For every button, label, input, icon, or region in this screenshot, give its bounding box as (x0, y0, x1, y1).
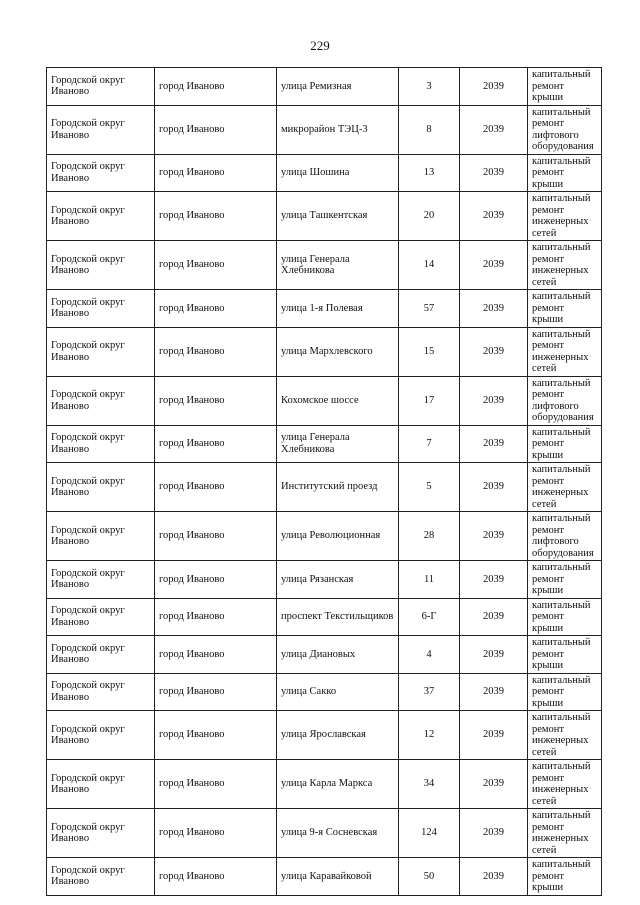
cell-year: 2039 (460, 760, 528, 809)
table-row (47, 68, 602, 106)
cell-house-number: 14 (399, 241, 460, 290)
table-row (47, 327, 602, 376)
cell-house-number: 17 (399, 376, 460, 425)
cell-city: город Иваново (155, 512, 277, 561)
cell-district: Городской округ Иваново (47, 68, 155, 106)
cell-district: Городской округ Иваново (47, 561, 155, 599)
table-row (47, 636, 602, 674)
table-row (47, 760, 602, 809)
cell-district: Городской округ Иваново (47, 636, 155, 674)
cell-house-number: 15 (399, 327, 460, 376)
cell-year: 2039 (460, 241, 528, 290)
cell-house-number: 34 (399, 760, 460, 809)
cell-work-type: капитальный ремонт крыши (528, 561, 602, 599)
cell-city: город Иваново (155, 561, 277, 599)
cell-year: 2039 (460, 192, 528, 241)
cell-street: микрорайон ТЭЦ-3 (277, 105, 399, 154)
cell-city: город Иваново (155, 192, 277, 241)
repair-schedule-table (46, 67, 602, 896)
cell-work-type: капитальный ремонт крыши (528, 154, 602, 192)
cell-district: Городской округ Иваново (47, 673, 155, 711)
cell-street: улица Мархлевского (277, 327, 399, 376)
cell-work-type: капитальный ремонт лифтового оборудования (528, 105, 602, 154)
cell-city: город Иваново (155, 711, 277, 760)
cell-house-number: 6-Г (399, 598, 460, 636)
cell-city: город Иваново (155, 760, 277, 809)
table-row (47, 192, 602, 241)
cell-street: улица 1-я Полевая (277, 290, 399, 328)
cell-street: улица Сакко (277, 673, 399, 711)
cell-district: Городской округ Иваново (47, 809, 155, 858)
cell-street: улица Ремизная (277, 68, 399, 106)
cell-district: Городской округ Иваново (47, 376, 155, 425)
table-row (47, 290, 602, 328)
cell-street: проспект Текстильщиков (277, 598, 399, 636)
table-row (47, 711, 602, 760)
cell-street: улица Рязанская (277, 561, 399, 599)
cell-work-type: капитальный ремонт крыши (528, 636, 602, 674)
cell-district: Городской округ Иваново (47, 154, 155, 192)
cell-street: улица Генерала Хлебникова (277, 425, 399, 463)
cell-city: город Иваново (155, 636, 277, 674)
cell-district: Городской округ Иваново (47, 760, 155, 809)
cell-street: улица Генерала Хлебникова (277, 241, 399, 290)
cell-street: улица Каравайковой (277, 858, 399, 896)
cell-year: 2039 (460, 376, 528, 425)
cell-house-number: 50 (399, 858, 460, 896)
cell-year: 2039 (460, 463, 528, 512)
table-row (47, 561, 602, 599)
cell-work-type: капитальный ремонт крыши (528, 598, 602, 636)
cell-house-number: 5 (399, 463, 460, 512)
cell-district: Городской округ Иваново (47, 105, 155, 154)
cell-street: улица Ташкентская (277, 192, 399, 241)
cell-year: 2039 (460, 425, 528, 463)
cell-city: город Иваново (155, 598, 277, 636)
cell-district: Городской округ Иваново (47, 192, 155, 241)
cell-year: 2039 (460, 105, 528, 154)
table-row (47, 154, 602, 192)
table-row (47, 376, 602, 425)
cell-house-number: 4 (399, 636, 460, 674)
cell-work-type: капитальный ремонт лифтового оборудования (528, 376, 602, 425)
table-row (47, 809, 602, 858)
cell-street: улица Революционная (277, 512, 399, 561)
cell-house-number: 37 (399, 673, 460, 711)
cell-street: улица Шошина (277, 154, 399, 192)
cell-city: город Иваново (155, 68, 277, 106)
cell-house-number: 12 (399, 711, 460, 760)
cell-year: 2039 (460, 636, 528, 674)
table-row (47, 425, 602, 463)
cell-house-number: 28 (399, 512, 460, 561)
cell-city: город Иваново (155, 241, 277, 290)
cell-house-number: 3 (399, 68, 460, 106)
cell-district: Городской округ Иваново (47, 425, 155, 463)
cell-city: город Иваново (155, 463, 277, 512)
cell-work-type: капитальный ремонт инженерных сетей (528, 809, 602, 858)
cell-district: Городской округ Иваново (47, 512, 155, 561)
cell-house-number: 124 (399, 809, 460, 858)
cell-work-type: капитальный ремонт инженерных сетей (528, 241, 602, 290)
cell-house-number: 13 (399, 154, 460, 192)
cell-district: Городской округ Иваново (47, 463, 155, 512)
table-row (47, 105, 602, 154)
cell-city: город Иваново (155, 376, 277, 425)
table-row (47, 673, 602, 711)
table-row (47, 512, 602, 561)
table-row (47, 598, 602, 636)
cell-year: 2039 (460, 673, 528, 711)
cell-district: Городской округ Иваново (47, 598, 155, 636)
cell-work-type: капитальный ремонт инженерных сетей (528, 463, 602, 512)
cell-work-type: капитальный ремонт крыши (528, 68, 602, 106)
cell-year: 2039 (460, 858, 528, 896)
page-number: 229 (310, 38, 330, 53)
cell-year: 2039 (460, 68, 528, 106)
cell-district: Городской округ Иваново (47, 858, 155, 896)
cell-work-type: капитальный ремонт инженерных сетей (528, 711, 602, 760)
cell-work-type: капитальный ремонт лифтового оборудования (528, 512, 602, 561)
cell-work-type: капитальный ремонт крыши (528, 290, 602, 328)
cell-district: Городской округ Иваново (47, 327, 155, 376)
cell-city: город Иваново (155, 425, 277, 463)
cell-year: 2039 (460, 327, 528, 376)
cell-work-type: капитальный ремонт крыши (528, 673, 602, 711)
table-body (47, 68, 602, 896)
cell-work-type: капитальный ремонт крыши (528, 858, 602, 896)
cell-city: город Иваново (155, 673, 277, 711)
cell-year: 2039 (460, 561, 528, 599)
cell-work-type: капитальный ремонт инженерных сетей (528, 327, 602, 376)
cell-work-type: капитальный ремонт крыши (528, 425, 602, 463)
cell-street: Кохомское шоссе (277, 376, 399, 425)
cell-year: 2039 (460, 512, 528, 561)
cell-street: улица Карла Маркса (277, 760, 399, 809)
cell-year: 2039 (460, 154, 528, 192)
cell-street: улица 9-я Сосневская (277, 809, 399, 858)
table-row (47, 463, 602, 512)
cell-work-type: капитальный ремонт инженерных сетей (528, 760, 602, 809)
table-row (47, 858, 602, 896)
cell-street: улица Ярославская (277, 711, 399, 760)
cell-year: 2039 (460, 809, 528, 858)
cell-year: 2039 (460, 598, 528, 636)
cell-city: город Иваново (155, 858, 277, 896)
cell-city: город Иваново (155, 105, 277, 154)
cell-city: город Иваново (155, 154, 277, 192)
cell-house-number: 57 (399, 290, 460, 328)
cell-district: Городской округ Иваново (47, 241, 155, 290)
cell-year: 2039 (460, 711, 528, 760)
cell-year: 2039 (460, 290, 528, 328)
cell-house-number: 11 (399, 561, 460, 599)
table-row (47, 241, 602, 290)
cell-city: город Иваново (155, 809, 277, 858)
cell-work-type: капитальный ремонт инженерных сетей (528, 192, 602, 241)
cell-city: город Иваново (155, 327, 277, 376)
cell-district: Городской округ Иваново (47, 290, 155, 328)
cell-street: улица Диановых (277, 636, 399, 674)
cell-city: город Иваново (155, 290, 277, 328)
cell-district: Городской округ Иваново (47, 711, 155, 760)
cell-house-number: 20 (399, 192, 460, 241)
cell-house-number: 8 (399, 105, 460, 154)
cell-street: Институтский проезд (277, 463, 399, 512)
cell-house-number: 7 (399, 425, 460, 463)
